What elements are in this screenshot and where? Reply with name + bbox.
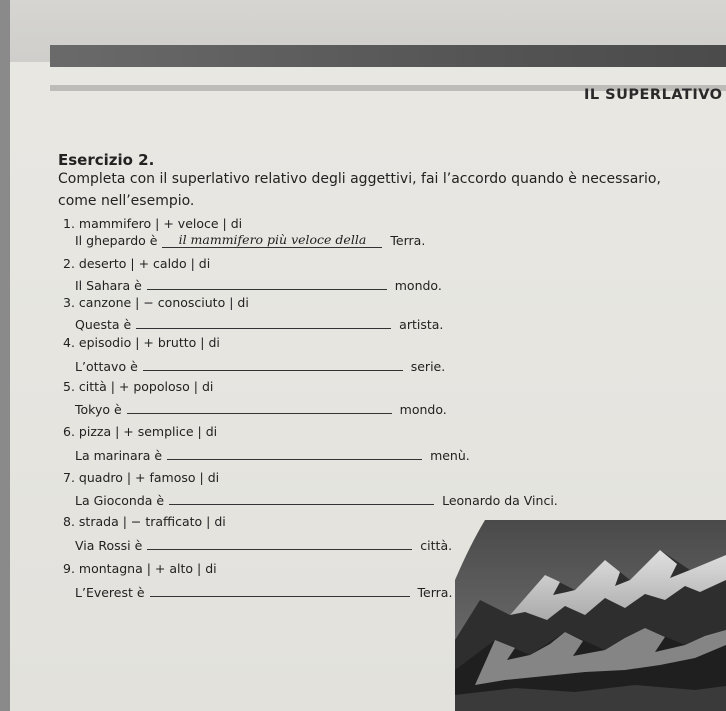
- item-5-answer-field[interactable]: [127, 399, 392, 414]
- item-3-prompt: 3. canzone | − conosciuto | di: [63, 295, 249, 310]
- exercise-instructions: Completa con il superlativo relativo degli aggettivi, fai l’accordo quando è necessario, come nell’esempio.: [58, 171, 661, 209]
- section-title: IL SUPERLATIVO: [584, 87, 723, 103]
- item-7-answer-field[interactable]: [169, 490, 434, 505]
- item-8-prompt: 8. strada | − trafficato | di: [63, 514, 226, 529]
- item-2-prompt: 2. deserto | + caldo | di: [63, 256, 211, 271]
- item-4-sentence: L’ottavo è serie.: [75, 356, 445, 374]
- item-8-sentence: Via Rossi è città.: [75, 535, 452, 553]
- exercise-title: Esercizio 2.: [58, 151, 155, 169]
- item-1-answer-field[interactable]: [162, 233, 382, 248]
- item-5-prompt: 5. città | + popoloso | di: [63, 379, 214, 394]
- item-8-answer-field[interactable]: [147, 535, 412, 550]
- item-2-answer-field[interactable]: [147, 275, 387, 290]
- item-7-prompt: 7. quadro | + famoso | di: [63, 470, 220, 485]
- mountain-photo: [455, 520, 726, 711]
- item-3-sentence: Questa è artista.: [75, 314, 443, 332]
- item-1-prompt: 1. mammifero | + veloce | di: [63, 216, 243, 231]
- item-4-answer-field[interactable]: [143, 356, 403, 371]
- item-2-sentence: Il Sahara è mondo.: [75, 275, 442, 293]
- item-3-answer-field[interactable]: [136, 314, 391, 329]
- item-9-answer-field[interactable]: [150, 582, 410, 597]
- item-1-answer: il mammifero più veloce della: [178, 232, 367, 247]
- item-6-sentence: La marinara è menù.: [75, 445, 470, 463]
- header-bar: [50, 45, 726, 67]
- item-7-sentence: La Gioconda è Leonardo da Vinci.: [75, 490, 558, 508]
- item-6-prompt: 6. pizza | + semplice | di: [63, 424, 218, 439]
- item-6-answer-field[interactable]: [167, 445, 422, 460]
- item-4-prompt: 4. episodio | + brutto | di: [63, 335, 220, 350]
- item-5-sentence: Tokyo è mondo.: [75, 399, 447, 417]
- item-9-sentence: L’Everest è Terra.: [75, 582, 452, 600]
- item-1-sentence: Il ghepardo è il mammifero più veloce della Terra.: [75, 232, 426, 248]
- item-9-prompt: 9. montagna | + alto | di: [63, 561, 217, 576]
